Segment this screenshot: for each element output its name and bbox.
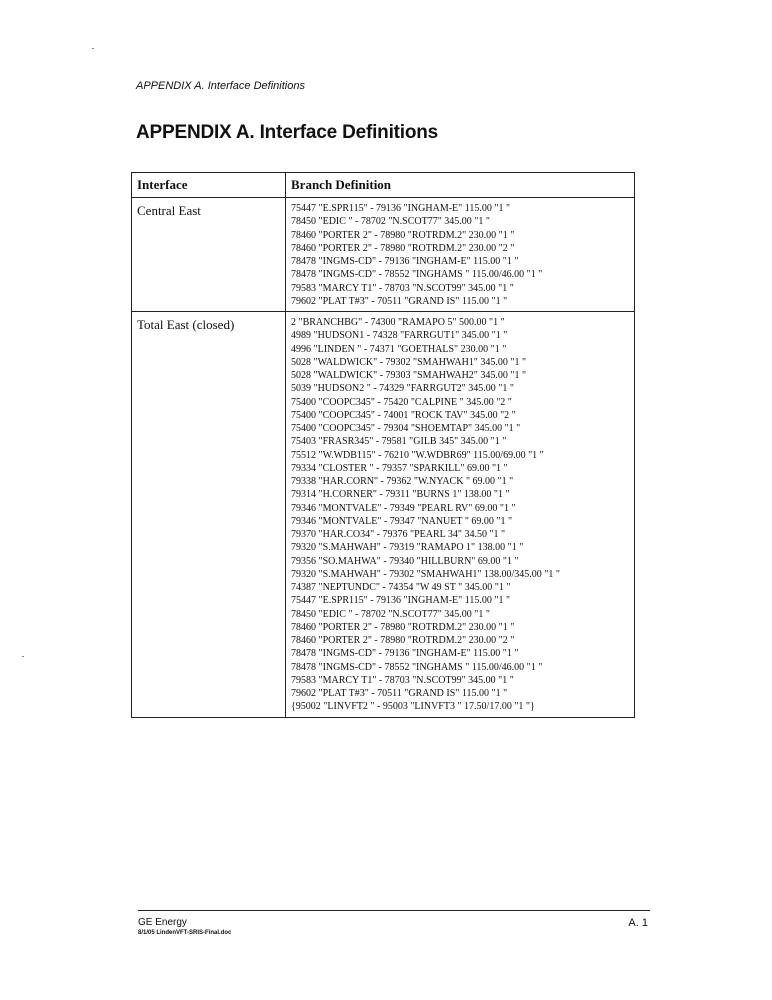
branch-definition-line: 79356 "SO.MAHWA" - 79340 "HILLBURN" 69.00 "1 " bbox=[291, 555, 519, 567]
branch-definition-line: 5028 "WALDWICK" - 79302 "SMAHWAH1" 345.00 "1 " bbox=[291, 356, 527, 368]
footer-rule bbox=[138, 910, 650, 911]
branch-definition-line: 79320 "S.MAHWAH" - 79302 "SMAHWAH1" 138.00/345.00 "1 " bbox=[291, 568, 560, 580]
branch-definition-cell bbox=[286, 198, 635, 312]
branch-definition-line: 75400 "COOPC345" - 79304 "SHOEMTAP" 345.00 "1 " bbox=[291, 423, 521, 434]
branch-definition-line: 75447 "E.SPR115" - 79136 "INGHAM-E" 115.00 "1 " bbox=[291, 595, 511, 607]
table-row bbox=[132, 198, 635, 312]
branch-definition-line: 78460 "PORTER 2" - 78980 "ROTRDM.2" 230.00 "1 " bbox=[291, 621, 515, 633]
branch-definition-line: 78450 "EDIC " - 78702 "N.SCOT77" 345.00 "1 " bbox=[291, 608, 490, 620]
branch-definition-line: 79602 "PLAT T#3" - 70511 "GRAND IS" 115.00 "1 " bbox=[291, 688, 508, 699]
branch-definition-line: 75512 "W.WDB115" - 76210 "W.WDBR69" 115.00/69.00 "1 " bbox=[291, 449, 544, 461]
branch-definition-line: 78460 "PORTER 2" - 78980 "ROTRDM.2" 230.00 "2 " bbox=[291, 635, 515, 646]
table-header-row bbox=[132, 173, 635, 198]
interface-definitions-table bbox=[131, 172, 635, 718]
branch-definition-line: 78478 "INGMS-CD" - 79136 "INGHAM-E" 115.00 "1 " bbox=[291, 648, 519, 660]
branch-definition-line: 5039 "HUDSON2 " - 74329 "FARRGUT2" 345.00 "1 " bbox=[291, 383, 514, 395]
branch-definition-line: 79314 "H.CORNER" - 79311 "BURNS 1" 138.00 "1 " bbox=[291, 489, 510, 501]
branch-definition-cell bbox=[286, 312, 635, 718]
branch-definition-line: 79602 "PLAT T#3" - 70511 "GRAND IS" 115.00 "1 " bbox=[291, 295, 508, 307]
branch-definition-line: 74387 "NEPTUNDC" - 74354 "W 49 ST " 345.00 "1 " bbox=[291, 582, 511, 593]
footer-company: GE Energy bbox=[138, 917, 187, 928]
branch-definition-line: 78460 "PORTER 2" - 78980 "ROTRDM.2" 230.00 "2 " bbox=[291, 242, 515, 254]
column-header-interface: Interface bbox=[132, 173, 286, 198]
scan-speck bbox=[22, 656, 24, 657]
branch-definition-line: 79370 "HAR.CO34" - 79376 "PEARL 34" 34.50 "1 " bbox=[291, 529, 506, 540]
branch-definition-line: {95002 "LINVFT2 " - 95003 "LINVFT3 " 17.50/17.00 "1 "} bbox=[291, 701, 535, 713]
scan-speck bbox=[92, 48, 94, 49]
branch-definition-line: 78460 "PORTER 2" - 78980 "ROTRDM.2" 230.00 "1 " bbox=[291, 229, 515, 241]
branch-definition-line: 2 "BRANCHBG" - 74300 "RAMAPO 5" 500.00 "1 " bbox=[291, 317, 505, 328]
branch-definition-line: 4989 "HUDSON1 - 74328 "FARRGUT1" 345.00 "1 " bbox=[291, 330, 508, 342]
branch-definition-line: 75400 "COOPC345" - 74001 "ROCK TAV" 345.00 "2 " bbox=[291, 409, 516, 421]
table-row bbox=[132, 312, 635, 718]
branch-definition-line: 78450 "EDIC " - 78702 "N.SCOT77" 345.00 "1 " bbox=[291, 216, 490, 228]
branch-definition-line: 78478 "INGMS-CD" - 78552 "INGHAMS " 115.00/46.00 "1 " bbox=[291, 269, 543, 281]
page-title: APPENDIX A. Interface Definitions bbox=[136, 122, 439, 143]
branch-definition-line: 75403 "FRASR345" - 79581 "GILB 345" 345.00 "1 " bbox=[291, 436, 507, 448]
interface-name-cell: Central East bbox=[132, 198, 286, 312]
branch-definition-line: 79334 "CLOSTER " - 79357 "SPARKILL" 69.00 "1 " bbox=[291, 462, 508, 474]
branch-definition-line: 75447 "E.SPR115" - 79136 "INGHAM-E" 115.00 "1 " bbox=[291, 203, 511, 214]
branch-definition-line: 79346 "MONTVALE" - 79349 "PEARL RV" 69.00 "1 " bbox=[291, 502, 516, 514]
table-body bbox=[132, 198, 635, 718]
footer-page-number: A. 1 bbox=[628, 917, 648, 929]
branch-definition-line: 4996 "LINDEN " - 74371 "GOETHALS" 230.00 "1 " bbox=[291, 343, 507, 355]
branch-definition-line: 78478 "INGMS-CD" - 78552 "INGHAMS " 115.00/46.00 "1 " bbox=[291, 661, 543, 673]
branch-definition-line: 79583 "MARCY T1" - 78703 "N.SCOT99" 345.00 "1 " bbox=[291, 282, 514, 294]
branch-definition-line: 79346 "MONTVALE" - 79347 "NANUET " 69.00 "1 " bbox=[291, 515, 513, 527]
branch-definition-line: 75400 "COOPC345" - 75420 "CALPINE " 345.00 "2 " bbox=[291, 396, 512, 408]
column-header-branch-definition: Branch Definition bbox=[286, 173, 635, 198]
branch-definition-line: 79320 "S.MAHWAH" - 79319 "RAMAPO 1" 138.00 "1 " bbox=[291, 542, 524, 554]
branch-definition-line: 79583 "MARCY T1" - 78703 "N.SCOT99" 345.00 "1 " bbox=[291, 674, 514, 686]
footer-filename: 8/1/05 LindenVFT-SRIS-Final.doc bbox=[138, 930, 232, 936]
running-header: APPENDIX A. Interface Definitions bbox=[136, 80, 305, 92]
branch-definition-line: 5028 "WALDWICK" - 79303 "SMAHWAH2" 345.00 "1 " bbox=[291, 370, 527, 381]
interface-name-cell: Total East (closed) bbox=[132, 312, 286, 718]
branch-definition-line: 78478 "INGMS-CD" - 79136 "INGHAM-E" 115.00 "1 " bbox=[291, 256, 519, 267]
branch-definition-line: 79338 "HAR.CORN" - 79362 "W.NYACK " 69.00 "1 " bbox=[291, 476, 514, 487]
